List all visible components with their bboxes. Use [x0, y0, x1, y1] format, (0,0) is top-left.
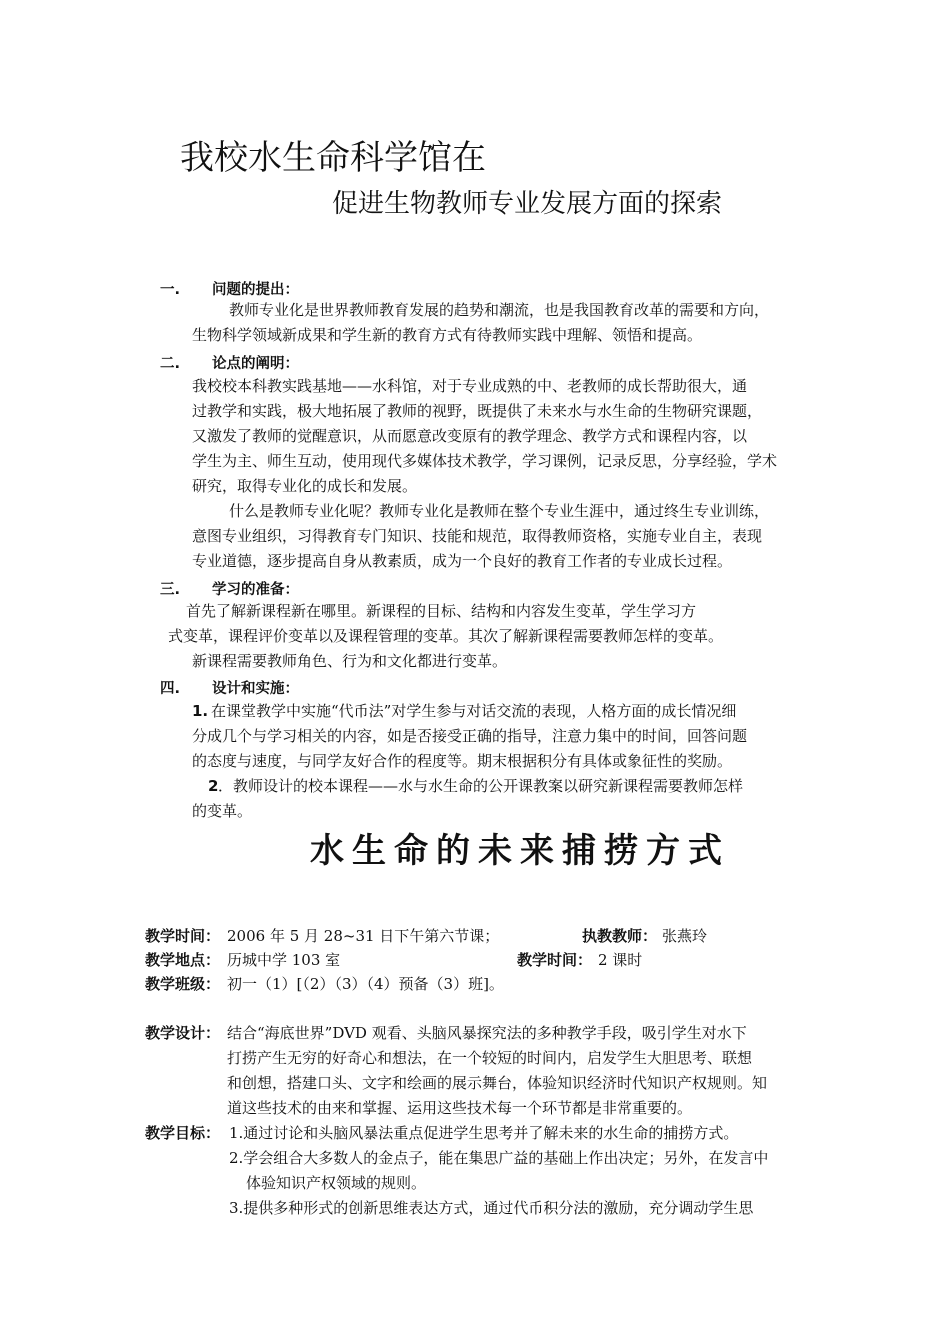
class-value: 初一（1）[（2）（3）（4）预备（3）班]。	[227, 975, 504, 993]
class-label: 教学班级：	[145, 975, 221, 993]
section4-line: 的态度与速度，与同学友好合作的程度等。期末根据积分有具体或象征性的奖励。	[192, 752, 733, 770]
section1-number: 一.	[160, 282, 181, 298]
section4-heading: 设计和实施：	[212, 681, 299, 697]
goals-line: 体验知识产权领域的规则。	[246, 1174, 427, 1192]
lesson-title: 水生命的未来捕捞方式	[310, 831, 730, 871]
section4-line: 的变革。	[192, 802, 253, 820]
section4-item1-number: 1.	[192, 702, 209, 720]
design-line: 打捞产生无穷的好奇心和想法，在一个较短的时间内，启发学生大胆思考、联想	[227, 1049, 753, 1067]
section2-line: 意图专业组织，习得教育专门知识、技能和规范，取得教师资格，实施专业自主，表现	[192, 527, 763, 545]
time-value: 2006 年 5 月 28~31 日下午第六节课；	[227, 927, 500, 945]
place-label: 教学地点：	[145, 951, 221, 969]
hours-label: 教学时间：	[517, 951, 593, 969]
teacher-value: 张燕玲	[662, 927, 708, 945]
design-line: 结合“海底世界”DVD 观看、头脑风暴探究法的多种教学手段，吸引学生对水下	[227, 1024, 747, 1042]
section3-line: 新课程需要教师角色、行为和文化都进行变革。	[192, 652, 508, 670]
section4-line: ．教师设计的校本课程——水与水生命的公开课教案以研究新课程需要教师怎样	[218, 777, 744, 795]
goals-label: 教学目标：	[145, 1124, 221, 1142]
section2-line: 研究，取得专业化的成长和发展。	[192, 477, 418, 495]
section2-line: 什么是教师专业化呢？教师专业化是教师在整个专业生涯中，通过终生专业训练，	[229, 502, 770, 520]
section2-number: 二.	[160, 356, 181, 372]
section3-number: 三.	[160, 582, 181, 598]
place-value: 历城中学 103 室	[227, 951, 341, 969]
section2-line: 又激发了教师的觉醒意识，从而愿意改变原有的教学理念、教学方式和课程内容，以	[192, 427, 748, 445]
teacher-label: 执教教师：	[582, 927, 658, 945]
section4-item2-number: 2	[208, 777, 219, 795]
section4-number: 四.	[160, 681, 181, 697]
section3-heading: 学习的准备：	[212, 582, 299, 598]
section4-line: 在课堂教学中实施“代币法”对学生参与对话交流的表现，人格方面的成长情况细	[211, 702, 737, 720]
hours-value: 2 课时	[598, 951, 643, 969]
section2-heading: 论点的阐明：	[212, 356, 299, 372]
section1-line: 教师专业化是世界教师教育发展的趋势和潮流，也是我国教育改革的需要和方向，	[229, 301, 770, 319]
section3-line: 式变革，课程评价变革以及课程管理的变革。其次了解新课程需要教师怎样的变革。	[168, 627, 724, 645]
section1-heading: 问题的提出：	[212, 282, 299, 298]
section3-line: 首先了解新课程新在哪里。新课程的目标、结构和内容发生变革，学生学习方	[186, 602, 697, 620]
section2-line: 过教学和实践，极大地拓展了教师的视野，既提供了未来水与水生命的生物研究课题，	[192, 402, 763, 420]
section4-line: 分成几个与学习相关的内容，如是否接受正确的指导，注意力集中的时间，回答问题	[192, 727, 748, 745]
page-title-line1: 我校水生命科学馆在	[180, 138, 486, 178]
section1-line: 生物科学领域新成果和学生新的教育方式有待教师实践中理解、领悟和提高。	[192, 326, 703, 344]
design-label: 教学设计：	[145, 1024, 221, 1042]
page-title-line2: 促进生物教师专业发展方面的探索	[332, 189, 723, 219]
section2-line: 学生为主、师生互动，使用现代多媒体技术教学，学习课例，记录反思，分享经验，学术	[192, 452, 778, 470]
goals-line: 2.学会组合大多数人的金点子，能在集思广益的基础上作出决定；另外，在发言中	[229, 1149, 769, 1167]
design-line: 道这些技术的由来和掌握、运用这些技术每一个环节都是非常重要的。	[227, 1099, 693, 1117]
design-line: 和创想，搭建口头、文字和绘画的展示舞台，体验知识经济时代知识产权规则。知	[227, 1074, 768, 1092]
goals-line: 1.通过讨论和头脑风暴法重点促进学生思考并了解未来的水生命的捕捞方式。	[229, 1124, 739, 1142]
time-label: 教学时间：	[145, 927, 221, 945]
section2-line: 我校校本科教实践基地——水科馆，对于专业成熟的中、老教师的成长帮助很大，通	[192, 377, 748, 395]
section2-line: 专业道德，逐步提高自身从教素质，成为一个良好的教育工作者的专业成长过程。	[192, 552, 733, 570]
goals-line: 3.提供多种形式的创新思维表达方式，通过代币积分法的激励，充分调动学生思	[229, 1199, 754, 1217]
